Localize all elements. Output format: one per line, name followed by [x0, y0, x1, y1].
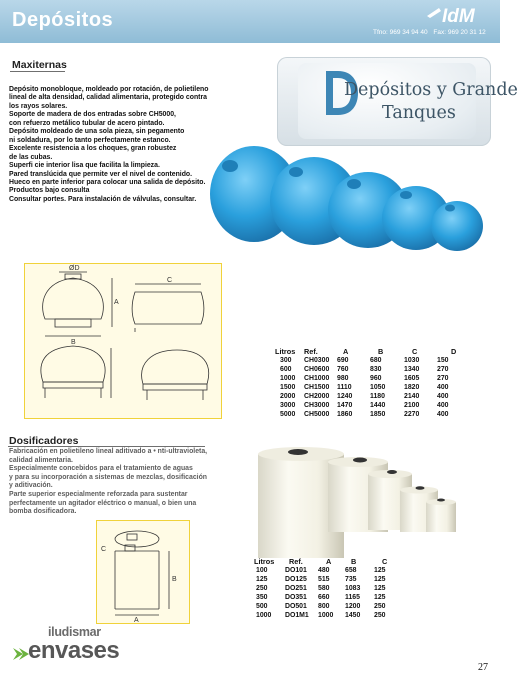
table-row — [254, 611, 387, 620]
section-underline — [8, 446, 205, 447]
description-line: y aditivación. — [9, 482, 53, 490]
table-cell: 735 — [345, 576, 357, 583]
idm-logo — [425, 4, 495, 26]
description-line: Depósito moldeado de una sola pieza, sin pegamento — [9, 128, 185, 136]
table-cell: 125 — [374, 594, 386, 601]
table-row — [254, 566, 387, 575]
description-line: Excelente resistencia a los choques, gran robustez — [9, 145, 177, 153]
dosificadores-title: Dosificadores — [9, 435, 79, 447]
table-cell: 1240 — [337, 393, 353, 400]
description-line: los rayos solares. — [9, 102, 68, 110]
brand-banner — [277, 57, 518, 146]
maxiternas-description — [9, 86, 234, 204]
table-cell: 660 — [318, 594, 330, 601]
brand-name-line-2: envases — [28, 637, 120, 664]
table-cell: 1470 — [337, 402, 353, 409]
tank-on-stand-side — [142, 350, 209, 384]
description-line: Depósito monobloque, moldeado por rotación, de polietileno — [9, 86, 209, 93]
description-line: de las cubas. — [9, 153, 53, 161]
table-row — [275, 383, 456, 392]
description-line: Soporte de madera de dos entradas sobre CH5000, — [9, 111, 176, 119]
table-row — [254, 602, 387, 611]
page-title: Depósitos — [12, 9, 114, 31]
tank-on-stand-front — [41, 346, 105, 382]
table-cell: 400 — [437, 402, 449, 409]
table-row — [275, 410, 456, 419]
col-header: D — [451, 347, 457, 356]
white-tank-icon — [426, 499, 456, 533]
dosificadores-spec-table — [254, 557, 387, 620]
description-line: bomba dosificadora. — [9, 508, 77, 516]
table-cell: 1200 — [345, 603, 361, 610]
col-header: A — [326, 557, 332, 566]
label-b: B — [71, 339, 76, 346]
brand-banner-panel — [298, 63, 518, 139]
table-cell: 125 — [374, 567, 386, 574]
table-cell: 270 — [437, 375, 449, 382]
table-cell: 400 — [437, 384, 449, 391]
col-header: Litros — [254, 557, 275, 566]
table-cell: 400 — [437, 411, 449, 418]
table-cell: CH1500 — [304, 384, 330, 391]
table-cell: 1083 — [345, 585, 361, 592]
table-cell: CH1000 — [304, 375, 330, 382]
table-cell: CH0300 — [304, 357, 330, 364]
description-line: Consultar portes. Para instalación de válvulas, consultar. — [9, 195, 197, 203]
dosificadores-technical-drawing — [96, 520, 190, 624]
table-cell: 1340 — [404, 366, 420, 373]
col-header: B — [378, 347, 384, 356]
table-row — [254, 584, 387, 593]
dosificadores-description — [9, 448, 249, 517]
table-cell: 3000 — [280, 402, 296, 409]
col-header: Ref. — [304, 347, 318, 356]
table-cell: 1165 — [345, 594, 360, 601]
label-d: ØD — [69, 265, 80, 272]
description-line: Productos bajo consulta — [9, 187, 90, 195]
description-line: Especialmente concebidos para el tratamiento de aguas — [9, 465, 193, 473]
description-line: lineal de alta densidad, calidad alimentaria, protegido contra — [9, 94, 207, 102]
logo-text: IdM — [442, 6, 475, 27]
table-cell: 1050 — [370, 384, 386, 391]
description-line: perfectamente un agitador eléctrico o manual, o bien una — [9, 499, 197, 507]
table-row — [254, 575, 387, 584]
tank-front-view — [43, 278, 104, 319]
description-line: Parte superior especialmente reforzada para sustentar — [9, 490, 188, 498]
table-row — [275, 392, 456, 401]
label-a: A — [134, 617, 139, 624]
maxiternas-title: Maxiternas — [12, 59, 67, 71]
description-line: y para su incorporación a sistemas de mezclas, dosificación — [9, 473, 207, 481]
table-cell: 1450 — [345, 612, 361, 619]
maxiternas-spec-table — [275, 347, 456, 419]
table-cell: 125 — [374, 576, 386, 583]
table-cell: 980 — [337, 375, 349, 382]
table-row — [275, 374, 456, 383]
brand-line-1: Depósitos y Grande — [344, 80, 518, 100]
description-line: Fabricación en polietileno lineal aditivado a • nti-ultravioleta, — [9, 448, 208, 455]
table-cell: DO251 — [285, 585, 307, 592]
table-cell: 5000 — [280, 411, 296, 418]
label-c: C — [167, 277, 173, 284]
description-line: ni soldadura, por lo tanto perfectamente estanco. — [9, 136, 171, 144]
table-row — [275, 356, 456, 365]
table-cell: 125 — [256, 576, 268, 583]
table-cell: 2000 — [280, 393, 296, 400]
section-underline — [10, 71, 65, 72]
table-cell: DO125 — [285, 576, 307, 583]
tanks-photo — [210, 146, 490, 258]
table-cell: 830 — [370, 366, 382, 373]
col-header: C — [382, 557, 388, 566]
table-cell: 250 — [374, 603, 386, 610]
col-header: C — [412, 347, 418, 356]
table-cell: 150 — [437, 357, 449, 364]
description-line: con refuerzo metálico tubular de acero pintado. — [9, 119, 165, 127]
maxiternas-technical-drawing — [24, 263, 222, 419]
table-cell: 300 — [280, 357, 292, 364]
table-cell: 250 — [374, 612, 386, 619]
table-cell: DO501 — [285, 603, 307, 610]
table-cell: 1440 — [370, 402, 386, 409]
table-cell: 125 — [374, 585, 386, 592]
table-cell: 500 — [256, 603, 268, 610]
table-cell: 690 — [337, 357, 349, 364]
table-cell: 480 — [318, 567, 330, 574]
table-cell: 1605 — [404, 375, 420, 382]
table-cell: 1500 — [280, 384, 296, 391]
table-cell: 580 — [318, 585, 330, 592]
dosificadores-photo — [250, 438, 475, 560]
table-cell: 960 — [370, 375, 382, 382]
phone-text: Tfno: 969 34 94 40 — [373, 29, 428, 36]
col-header: A — [343, 347, 349, 356]
table-cell: DO1M1 — [285, 612, 309, 619]
description-line: Superfi cie interior lisa que facilita la limpieza. — [9, 162, 160, 170]
table-cell: 270 — [437, 366, 449, 373]
table-row — [275, 365, 456, 374]
page-header — [0, 0, 500, 43]
table-cell: 1000 — [318, 612, 334, 619]
logo-swoosh-icon — [427, 8, 441, 18]
col-header: Litros — [275, 347, 296, 356]
table-cell: 350 — [256, 594, 268, 601]
contact-info — [373, 29, 490, 36]
table-cell: 1860 — [337, 411, 353, 418]
table-cell: 2140 — [404, 393, 420, 400]
table-cell: 1110 — [337, 384, 352, 391]
table-cell: 658 — [345, 567, 357, 574]
table-cell: 515 — [318, 576, 330, 583]
description-line: Pared translúcida que permite ver el nivel de contenido. — [9, 170, 193, 178]
table-cell: DO351 — [285, 594, 307, 601]
blue-tank-icon — [431, 201, 483, 251]
table-row — [254, 593, 387, 602]
description-line: Hueco en parte inferior para colocar una salida de depósito. — [9, 178, 206, 186]
label-a: A — [114, 299, 119, 306]
table-row — [275, 401, 456, 410]
footer-brand-logo — [12, 625, 142, 671]
table-cell: 250 — [256, 585, 268, 592]
table-cell: 1850 — [370, 411, 386, 418]
table-cell: 1000 — [256, 612, 272, 619]
table-cell: DO101 — [285, 567, 307, 574]
table-cell: 100 — [256, 567, 268, 574]
table-cell: 1180 — [370, 393, 385, 400]
brand-line-2: Tanques — [382, 103, 456, 123]
tank-side-view — [132, 292, 204, 324]
table-cell: CH0600 — [304, 366, 330, 373]
table-cell: 1000 — [280, 375, 296, 382]
col-header: B — [351, 557, 357, 566]
label-c: C — [101, 546, 107, 553]
table-cell: CH3000 — [304, 402, 330, 409]
table-cell: 600 — [280, 366, 292, 373]
table-cell: 400 — [437, 393, 449, 400]
col-header: Ref. — [289, 557, 303, 566]
table-cell: 1820 — [404, 384, 420, 391]
table-cell: 760 — [337, 366, 349, 373]
table-cell: 800 — [318, 603, 330, 610]
table-header-row — [275, 347, 456, 356]
table-header-row — [254, 557, 387, 566]
brand-name-line-1: iludismar — [48, 625, 101, 639]
table-cell: 1030 — [404, 357, 420, 364]
table-cell: CH2000 — [304, 393, 330, 400]
label-b: B — [172, 576, 177, 583]
table-cell: 680 — [370, 357, 382, 364]
table-cell: 2270 — [404, 411, 420, 418]
page-number: 27 — [478, 662, 488, 673]
description-line: calidad alimentaria. — [9, 456, 73, 464]
fax-text: Fax: 969 20 31 12 — [433, 29, 486, 36]
table-cell: CH5000 — [304, 411, 330, 418]
table-cell: 2100 — [404, 402, 420, 409]
